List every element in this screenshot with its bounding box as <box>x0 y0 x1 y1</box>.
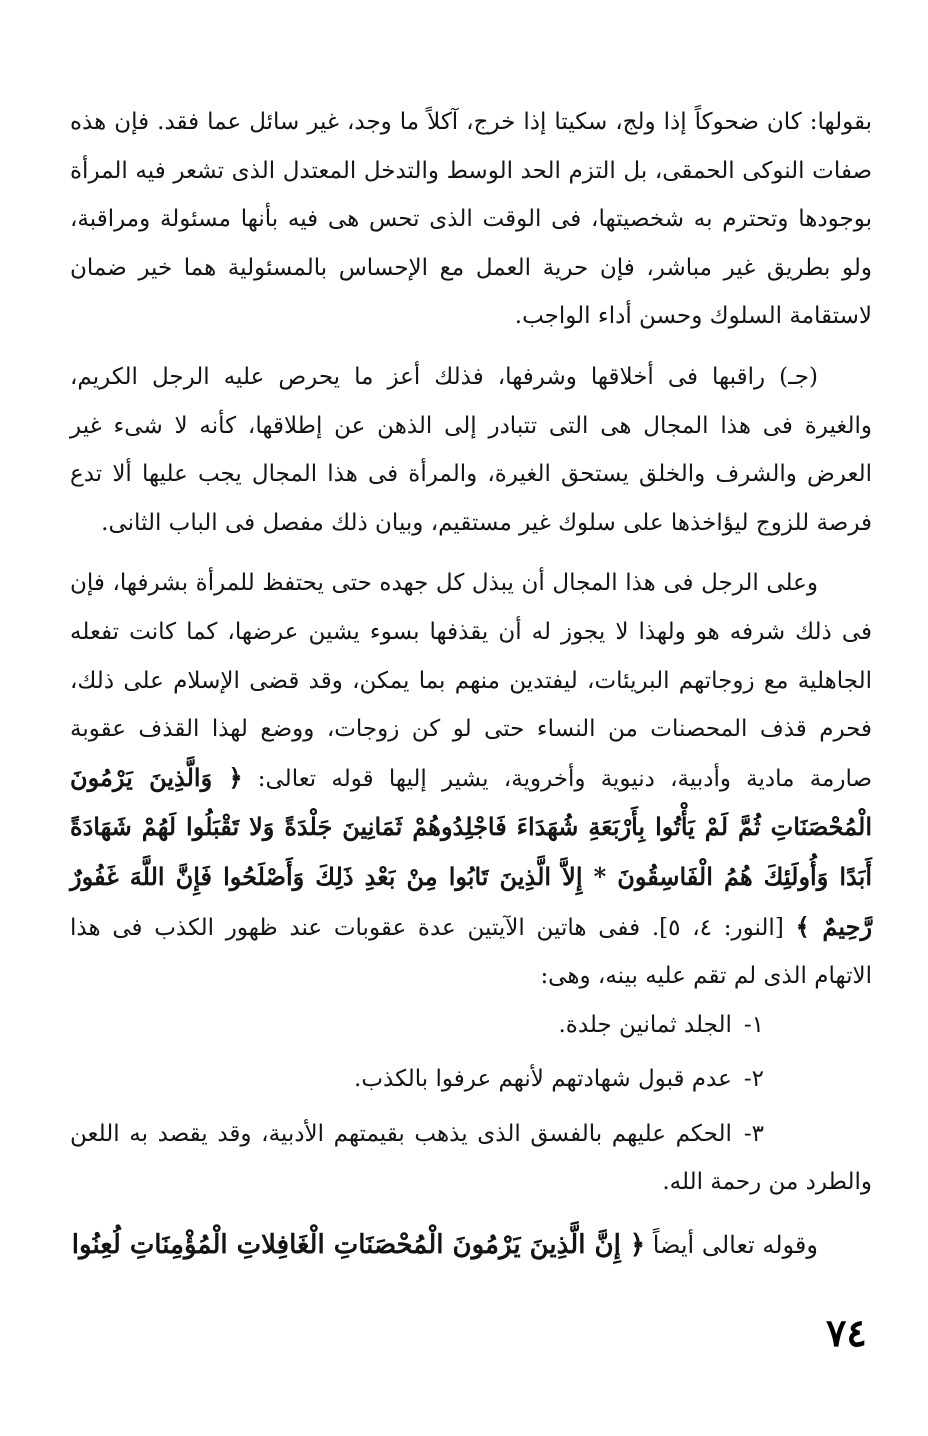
page-number: ٧٤ <box>826 1310 867 1355</box>
list-number: ٣- <box>743 1120 764 1147</box>
quran-verse-partial: ﴿ إِنَّ الَّذِينَ يَرْمُونَ الْمُحْصَنَاتِ الْغَافِلاتِ الْمُؤْمِنَاتِ لُعِنُوا <box>71 1230 646 1261</box>
list-item-1 <box>70 1001 872 1050</box>
paragraph-1: بقولها: كان ضحوكاً إذا ولج، سكيتا إذا خرج، آكلاً ما وجد، غير سائل عما فقد. فإن هذه صفات النوكى الحمقى، بل التزم الحد الوسط والتدخل المعتدل الذى تشعر فيه المرأة بوجودها وتحترم به شخصيتها، فى الوقت الذى تحس هى فيه بأنها مسئولة ومراقبة، ولو بطريق غير مباشر، فإن حرية العمل مع الإحساس بالمسئولية هما خير ضمان لاستقامة السلوك وحسن أداء الواجب. <box>70 109 872 330</box>
list-number: ٢- <box>743 1066 764 1093</box>
list-item-2 <box>70 1055 872 1104</box>
quran-verse-an-nur: ﴿ وَالَّذِينَ يَرْمُونَ الْمُحْصَنَاتِ ثُمَّ لَمْ يَأْتُوا بِأَرْبَعَةِ شُهَدَاءَ فَاجْلِدُوهُمْ ثَمَانِينَ جَلْدَةً وَلا تَقْبَلُوا لَهُمْ شَهَادَةً أَبَدًا وَأُولَئِكَ هُمُ الْفَاسِقُونَ * إِلاَّ الَّذِينَ تَابُوا مِنْ بَعْدِ ذَلِكَ وَأَصْلَحُوا فَإِنَّ اللَّهَ غَفُورٌ رَّحِيمٌ ﴾ <box>70 762 873 941</box>
paragraph-4-intro: وقوله تعالى أيضاً <box>652 1231 818 1260</box>
verse-reference: [النور: ٤، ٥]. <box>651 914 784 941</box>
paragraph-gap <box>70 547 872 559</box>
paragraph-3 <box>70 559 872 1000</box>
paragraph-gap <box>70 1207 872 1219</box>
page-body <box>70 98 872 1388</box>
list-number: ١- <box>743 1011 764 1038</box>
paragraph-gap <box>70 341 872 353</box>
list-text: الجلد ثمانين جلدة. <box>558 1011 732 1038</box>
paragraph-3-outro: ففى هاتين الآيتين عدة عقوبات عند ظهور الكذب فى هذا الاتهام الذى لم تقم عليه بينه، وهى: <box>70 914 872 990</box>
paragraph-2: (جـ) راقبها فى أخلاقها وشرفها، فذلك أعز ما يحرص عليه الرجل الكريم، والغيرة فى هذا المجال هى التى تتبادر إلى الذهن عن إطلاقها، كأنه لا شىء غير العرض والشرف والخلق يستحق الغيرة، والمرأة فى هذا المجال يجب عليها ألا تدع فرصة للزوج ليؤاخذها على سلوك غير مستقيم، وبيان ذلك مفصل فى الباب الثانى. <box>70 363 872 536</box>
paragraph-4 <box>70 1219 872 1271</box>
paragraph-3-intro: وعلى الرجل فى هذا المجال أن يبذل كل جهده حتى يحتفظ للمرأة بشرفها، فإن فى ذلك شرفه هو ولهذا لا يجوز له أن يقذفها بسوء يشين عرضها، كما كانت تفعله الجاهلية مع زوجاتهم البريئات، ليفتدين منهم بما يمكن، وقد قضى الإسلام على ذلك، فحرم قذف المحصنات من النساء حتى لو كن زوجات، ووضع لهذا القذف عقوبة صارمة مادية وأدبية، دنيوية وأخروية، يشير إليها قوله تعالى: <box>70 570 873 792</box>
list-text: الحكم عليهم بالفسق الذى يذهب بقيمتهم الأدبية، وقد يقصد به اللعن والطرد من رحمة الله. <box>70 1120 872 1196</box>
list-text: عدم قبول شهادتهم لأنهم عرفوا بالكذب. <box>354 1066 732 1093</box>
list-item-3 <box>70 1110 872 1207</box>
